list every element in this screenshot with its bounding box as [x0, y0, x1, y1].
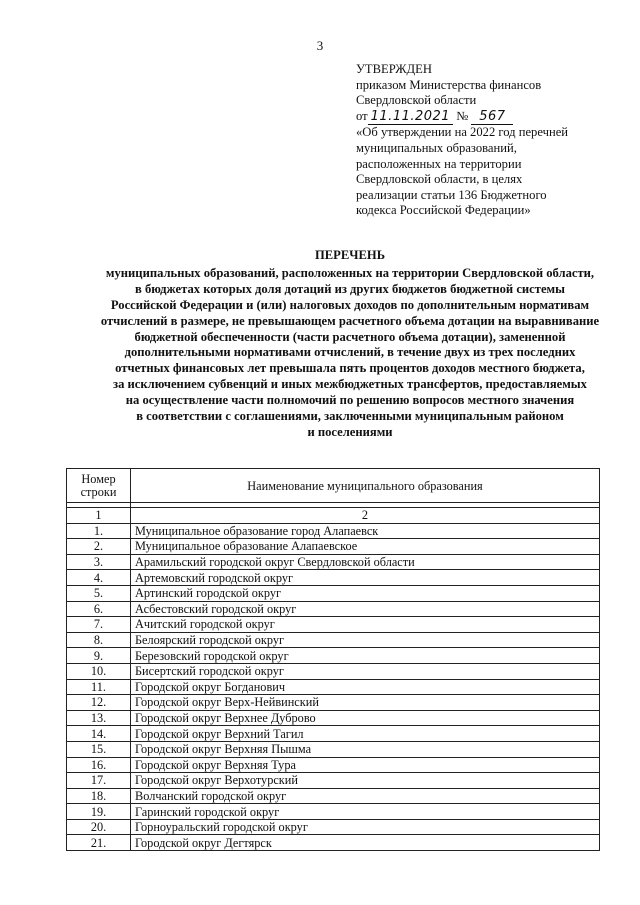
row-number: 2. — [67, 539, 131, 555]
table-row — [67, 539, 600, 555]
row-number: 11. — [67, 679, 131, 695]
municipality-name: Городской округ Верхнее Дуброво — [131, 710, 600, 726]
number-label: № — [456, 108, 469, 123]
municipality-name: Городской округ Верх-Нейвинский — [131, 695, 600, 711]
approval-subject-5: реализации статьи 136 Бюджетного — [356, 187, 547, 202]
table-header-row — [67, 469, 600, 503]
subtitle-line: в соответствии с соглашениями, заключенными муниципальным районом — [136, 409, 564, 424]
municipality-name: Артемовский городской округ — [131, 570, 600, 586]
municipality-name: Городской округ Дегтярск — [131, 835, 600, 851]
approval-date: 11.11.2021 — [368, 109, 453, 126]
row-number: 19. — [67, 804, 131, 820]
approval-subject-2: муниципальных образований, — [356, 140, 517, 155]
municipality-name: Арамильский городской округ Свердловской области — [131, 554, 600, 570]
subtitle-line: бюджетной обеспеченности (части расчетного объема дотации), замененной — [134, 329, 566, 344]
approval-line-2: Свердловской области — [356, 93, 477, 108]
subtitle-line: на осуществление части полномочий по решению вопросов местного значения — [125, 393, 575, 408]
table-row — [67, 663, 600, 679]
approval-stamp — [356, 62, 616, 219]
municipality-name: Гаринский городской округ — [131, 804, 600, 820]
table-row — [67, 585, 600, 601]
row-number: 1. — [67, 523, 131, 539]
approval-subject-3: расположенных на территории — [356, 156, 522, 171]
table-row — [67, 679, 600, 695]
header-row-number: Номер строки — [67, 469, 131, 503]
subtitle-line: в бюджетах которых доля дотаций из других бюджетов бюджетной системы — [135, 281, 565, 296]
table-row — [67, 804, 600, 820]
table-row — [67, 726, 600, 742]
subtitle-line: и поселениями — [307, 424, 393, 439]
table-row — [67, 570, 600, 586]
table-row — [67, 632, 600, 648]
table-row — [67, 788, 600, 804]
row-number: 13. — [67, 710, 131, 726]
approval-subject-6: кодекса Российской Федерации» — [356, 203, 531, 218]
row-number: 10. — [67, 663, 131, 679]
municipality-name: Городской округ Верхняя Тура — [131, 757, 600, 773]
approval-subject-4: Свердловской области, в целях — [356, 172, 523, 187]
municipality-name: Муниципальное образование город Алапаевск — [131, 523, 600, 539]
table-row — [67, 523, 600, 539]
subtitle-line: дополнительными нормативами отчислений, в течение двух из трех последних — [124, 345, 576, 360]
row-number: 15. — [67, 741, 131, 757]
municipality-name: Березовский городской округ — [131, 648, 600, 664]
municipality-name: Горноуральский городской округ — [131, 819, 600, 835]
table-row — [67, 741, 600, 757]
document-title: ПЕРЕЧЕНЬ — [314, 248, 386, 262]
subtitle-line: муниципальных образований, расположенных на территории Свердловской области, — [105, 265, 595, 280]
index-col-1: 1 — [67, 508, 131, 524]
table-row — [67, 835, 600, 851]
municipalities-table — [66, 468, 600, 851]
approval-subject-1: «Об утверждении на 2022 год перечней — [356, 125, 569, 140]
municipality-name: Городской округ Верхний Тагил — [131, 726, 600, 742]
municipality-name: Асбестовский городской округ — [131, 601, 600, 617]
municipality-name: Ачитский городской округ — [131, 617, 600, 633]
row-number: 17. — [67, 773, 131, 789]
row-number: 5. — [67, 585, 131, 601]
table-row — [67, 710, 600, 726]
subtitle-line: отчислений в размере, не превышающем расчетного объема дотации на выравнивание — [100, 313, 600, 328]
subtitle-line: отчетных финансовых лет превышала пять процентов доходов местного бюджета, — [115, 361, 585, 376]
row-number: 7. — [67, 617, 131, 633]
municipality-name: Городской округ Богданович — [131, 679, 600, 695]
row-number: 21. — [67, 835, 131, 851]
approval-heading: УТВЕРЖДЕН — [356, 62, 432, 76]
row-number: 20. — [67, 819, 131, 835]
row-number: 9. — [67, 648, 131, 664]
row-number: 14. — [67, 726, 131, 742]
table-row — [67, 554, 600, 570]
table-row — [67, 695, 600, 711]
subtitle-line: за исключением субвенций и иных межбюджетных трансфертов, предоставляемых — [113, 377, 587, 392]
row-number: 6. — [67, 601, 131, 617]
row-number: 18. — [67, 788, 131, 804]
municipality-name: Городской округ Верхняя Пышма — [131, 741, 600, 757]
row-number: 16. — [67, 757, 131, 773]
row-number: 3. — [67, 554, 131, 570]
municipality-name: Бисертский городской округ — [131, 663, 600, 679]
row-number: 8. — [67, 632, 131, 648]
index-col-2: 2 — [131, 508, 600, 524]
municipality-name: Городской округ Верхотурский — [131, 773, 600, 789]
row-number: 12. — [67, 695, 131, 711]
approval-line-1: приказом Министерства финансов — [356, 77, 542, 92]
page-number: 3 — [316, 38, 324, 53]
table-row — [67, 617, 600, 633]
row-number: 4. — [67, 570, 131, 586]
table-row — [67, 601, 600, 617]
table-row — [67, 757, 600, 773]
header-municipality-name: Наименование муниципального образования — [131, 469, 600, 503]
table-row — [67, 819, 600, 835]
municipality-name: Волчанский городской округ — [131, 788, 600, 804]
approval-date-line — [356, 109, 616, 126]
municipality-name: Белоярский городской округ — [131, 632, 600, 648]
municipality-name: Артинский городской округ — [131, 585, 600, 601]
approval-number: 567 — [471, 109, 513, 126]
table-index-row — [67, 508, 600, 524]
subtitle-line: Российской Федерации и (или) налоговых доходов по дополнительным нормативам — [110, 297, 590, 312]
table-row — [67, 773, 600, 789]
date-prefix: от — [356, 108, 368, 123]
municipality-name: Муниципальное образование Алапаевское — [131, 539, 600, 555]
table-row — [67, 648, 600, 664]
document-title-block — [40, 248, 640, 441]
